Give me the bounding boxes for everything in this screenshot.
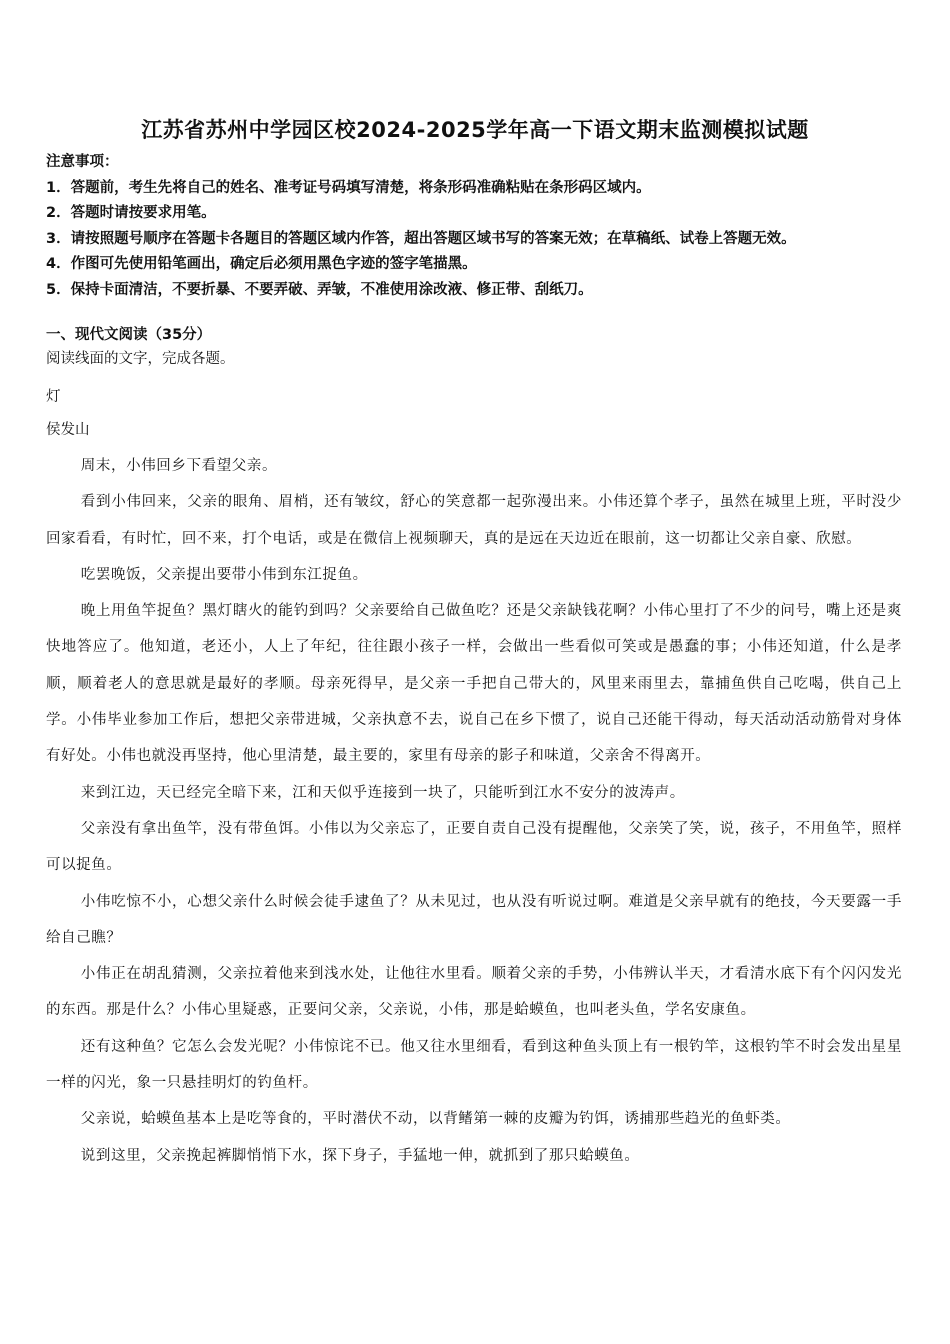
paragraph: 小伟正在胡乱猜测，父亲拉着他来到浅水处，让他往水里看。顺着父亲的手势，小伟辨认半天，才看清水底下有个闪闪发光的东西。那是什么？小伟心里疑惑，正要问父亲，父亲说，小伟，那是蛤蟆鱼，也叫老头鱼，学名安康鱼。 [46, 966, 902, 1019]
paragraph: 说到这里，父亲挽起裤脚悄悄下水，探下身子，手猛地一伸，就抓到了那只蛤蟆鱼。 [80, 1147, 640, 1164]
notice-item: 4．作图可先使用铅笔画出，确定后必须用黑色字迹的签字笔描黑。 [46, 256, 477, 272]
notice-item: 5．保持卡面清洁，不要折暴、不要弄破、弄皱，不准使用涂改液、修正带、刮纸刀。 [46, 281, 593, 298]
notice-item: 2．答题时请按要求用笔。 [46, 205, 216, 221]
paragraph: 来到江边，天已经完全暗下来，江和天似乎连接到一块了，只能听到江水不安分的波涛声。 [80, 784, 685, 801]
article-body [46, 448, 902, 1174]
page-title: 江苏省苏州中学园区校2024-2025学年高一下语文期末监测模拟试题 [141, 118, 809, 142]
paragraph: 父亲说，蛤蟆鱼基本上是吃等食的，平时潜伏不动，以背鳍第一棘的皮瓣为钓饵，诱捕那些趋光的鱼虾类。 [80, 1111, 791, 1128]
article-author: 侯发山 [46, 422, 90, 438]
notice-item: 1．答题前，考生先将自己的姓名、准考证号码填写清楚，将条形码准确粘贴在条形码区域内。 [46, 179, 651, 196]
notice-block [46, 150, 916, 303]
paragraph: 吃罢晚饭，父亲提出要带小伟到东江捉鱼。 [80, 566, 368, 583]
notice-heading: 注意事项： [46, 154, 119, 170]
section-header [46, 323, 916, 371]
article-title: 灯 [46, 389, 61, 405]
section-instruction: 阅读线面的文字，完成各题。 [46, 351, 235, 367]
paragraph: 周末，小伟回乡下看望父亲。 [80, 458, 278, 474]
paragraph: 还有这种鱼？它怎么会发光呢？小伟惊诧不已。他又往水里细看，看到这种鱼头顶上有一根钓竿，这根钓竿不时会发出星星一样的闪光，象一只悬挂明灯的钓鱼杆。 [46, 1038, 902, 1092]
paragraph: 看到小伟回来，父亲的眼角、眉梢，还有皱纹，舒心的笑意都一起弥漫出来。小伟还算个孝子，虽然在城里上班，平时没少回家看看，有时忙，回不来，打个电话，或是在微信上视频聊天，真的是远在天边近在眼前，这一切都让父亲自豪、欣慰。 [46, 494, 902, 547]
paragraph: 小伟吃惊不小，心想父亲什么时候会徒手逮鱼了？从未见过，也从没有听说过啊。难道是父亲早就有的绝技，今天要露一手给自己瞧？ [46, 893, 902, 946]
section-title: 一、现代文阅读（35分） [46, 327, 212, 343]
paragraph: 父亲没有拿出鱼竿，没有带鱼饵。小伟以为父亲忘了，正要自责自己没有提醒他，父亲笑了笑，说，孩子，不用鱼竿，照样可以捉鱼。 [46, 820, 902, 874]
notice-item: 3．请按照题号顺序在答题卡各题目的答题区域内作答，超出答题区域书写的答案无效；在草稿纸、试卷上答题无效。 [46, 230, 796, 247]
paragraph: 晚上用鱼竿捉鱼？黑灯瞎火的能钓到吗？父亲要给自己做鱼吃？还是父亲缺钱花啊？小伟心里打了不少的问号，嘴上还是爽快地答应了。他知道，老还小，人上了年纪，往往跟小孩子一样，会做出一些看似可笑或是愚蠢的事；小伟还知道，什么是孝顺，顺着老人的意思就是最好的孝顺。母亲死得早，是父亲一手把自己带大的，风里来雨里去，靠捕鱼供自己吃喝，供自己上学。小伟毕业参加工作后，想把父亲带进城，父亲执意不去，说自己在乡下惯了，说自己还能干得动，每天活动活动筋骨对身体有好处。小伟也就没再坚持，他心里清楚，最主要的，家里有母亲的影子和味道，父亲舍不得离开。 [46, 603, 902, 765]
